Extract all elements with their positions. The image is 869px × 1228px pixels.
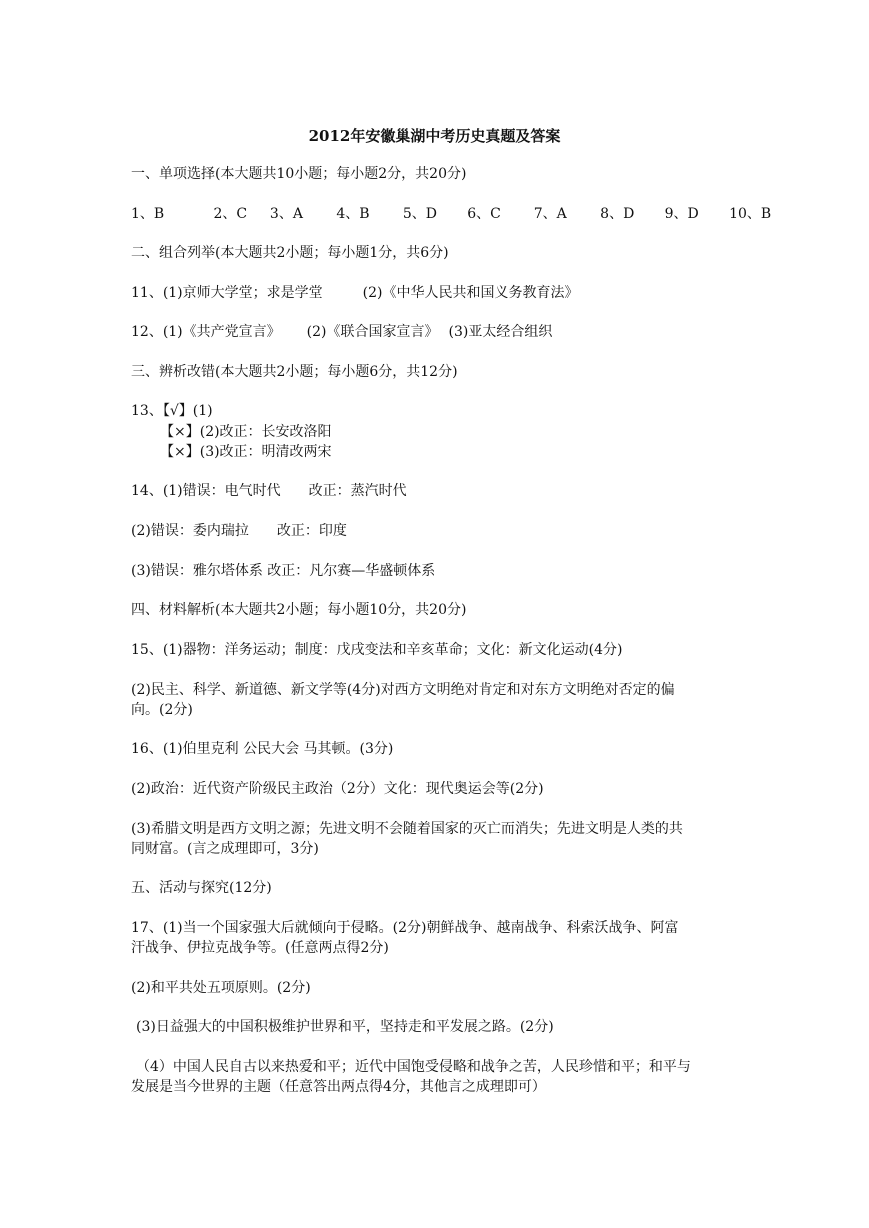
- question-11: [131, 283, 746, 303]
- q11-part-1: 11、(1)京师大学堂；求是学堂: [131, 285, 323, 301]
- answer-7: 7、A: [533, 206, 567, 222]
- answer-8: 8、D: [600, 206, 635, 222]
- q14-line-2-error: (2)错误：委内瑞拉: [131, 523, 249, 539]
- q17-line-4b: 发展是当今世界的主题（任意答出两点得4分，其他言之成理即可）: [131, 1079, 546, 1095]
- section-3-heading: 三、辨析改错(本大题共2小题；每小题6分，共12分): [131, 364, 458, 380]
- q17-line-1a: 17、(1)当一个国家强大后就倾向于侵略。(2分)朝鲜战争、越南战争、科索沃战争、阿富: [131, 920, 679, 936]
- q16-line-2: (2)政治：近代资产阶级民主政治（2分）文化：现代奥运会等(2分): [131, 781, 544, 797]
- q14-line-2: [131, 521, 746, 541]
- section-5-heading: 五、活动与探究(12分): [131, 880, 272, 896]
- q16-line-3a: (3)希腊文明是西方文明之源；先进文明不会随着国家的灭亡而消失；先进文明是人类的共: [131, 821, 683, 837]
- answer-6: 6、C: [467, 206, 501, 222]
- q14-line-1-error: 14、(1)错误：电气时代: [131, 483, 281, 499]
- q13-line-3: 【×】(3)改正：明清改两宋: [160, 444, 332, 460]
- answer-4: 4、B: [336, 206, 370, 222]
- section-1-heading: 一、单项选择(本大题共10小题；每小题2分，共20分): [131, 166, 467, 182]
- answer-1: 1、B: [131, 206, 165, 222]
- q12-part-1: 12、(1)《共产党宣言》: [131, 324, 281, 340]
- q14-line-2-correction: 改正：印度: [276, 523, 347, 539]
- q17-line-2: (2)和平共处五项原则。(2分): [131, 980, 311, 996]
- answer-3: 3、A: [269, 206, 303, 222]
- q15-line-2b: 向。(2分): [131, 702, 193, 718]
- document-title: 2012年安徽巢湖中考历史真题及答案: [308, 127, 561, 145]
- q17-line-1b: 汗战争、伊拉克战争等。(任意两点得2分): [131, 940, 389, 956]
- q12-part-2: (2)《联合国家宣言》: [306, 324, 439, 340]
- q17-line-3: (3)日益强大的中国积极维护世界和平，坚持走和平发展之路。(2分): [136, 1019, 554, 1035]
- q15-line-2a: (2)民主、科学、新道德、新文学等(4分)对西方文明绝对肯定和对东方文明绝对否定的偏: [131, 682, 675, 698]
- q14-line-1-correction: 改正：蒸汽时代: [308, 483, 407, 499]
- q14-line-1: [131, 481, 746, 501]
- q14-line-3: (3)错误：雅尔塔体系 改正：凡尔赛—华盛顿体系: [131, 563, 436, 579]
- section-4-heading: 四、材料解析(本大题共2小题；每小题10分，共20分): [131, 602, 467, 618]
- section-2-heading: 二、组合列举(本大题共2小题；每小题1分，共6分): [131, 245, 449, 261]
- q16-line-1: 16、(1)伯里克利 公民大会 马其顿。(3分): [131, 741, 394, 757]
- question-12: [131, 322, 746, 342]
- q13-line-2: 【×】(2)改正：长安改洛阳: [160, 424, 332, 440]
- q16-line-3b: 同财富。(言之成理即可，3分): [131, 841, 319, 857]
- section-1-answers: [131, 204, 772, 224]
- q15-line-1: 15、(1)器物：洋务运动；制度：戊戌变法和辛亥革命；文化：新文化运动(4分): [131, 642, 623, 658]
- answer-2: 2、C: [213, 206, 248, 222]
- answer-5: 5、D: [402, 206, 437, 222]
- answer-10: 10、B: [729, 206, 772, 222]
- q11-part-2: (2)《中华人民共和国义务教育法》: [362, 285, 579, 301]
- q12-part-3: (3)亚太经合组织: [448, 324, 553, 340]
- answer-9: 9、D: [664, 206, 699, 222]
- q17-line-4a: （4）中国人民自古以来热爱和平；近代中国饱受侵略和战争之苦，人民珍惜和平；和平与: [136, 1059, 691, 1075]
- q13-line-1: 13、【√】(1): [131, 403, 213, 419]
